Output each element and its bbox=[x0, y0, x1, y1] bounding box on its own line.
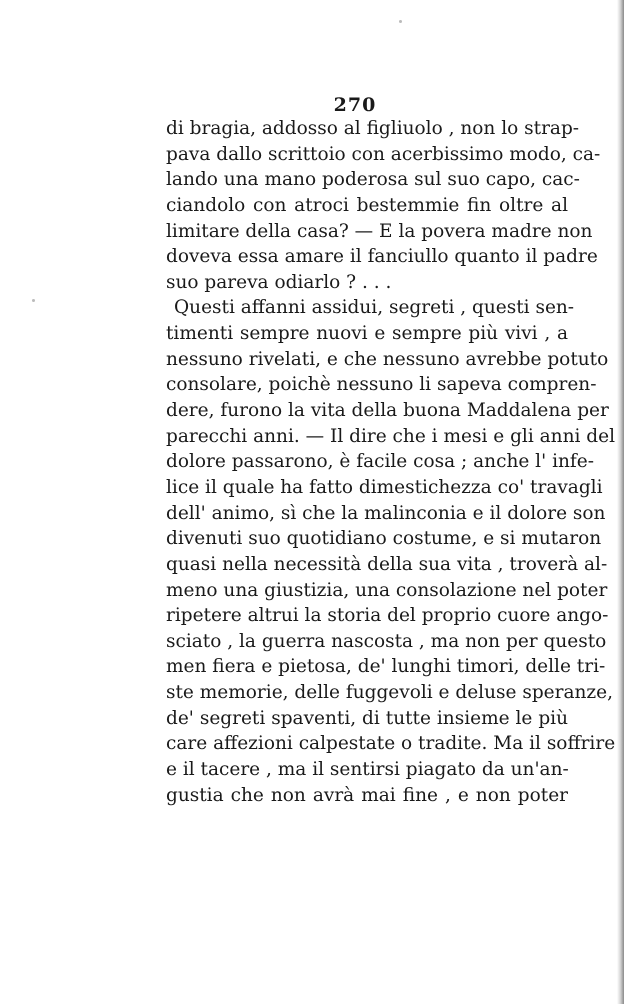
text-line: consolare, poichè nessuno li sapeva compren- bbox=[166, 374, 597, 396]
page-number: 270 bbox=[333, 94, 377, 116]
text-line: care affezioni calpestate o tradite. Ma il soffrire bbox=[166, 733, 616, 755]
text-line: dere, furono la vita della buona Maddalena per bbox=[166, 400, 609, 422]
text-line: pava dallo scrittoio con acerbissimo modo, ca- bbox=[166, 143, 601, 165]
page-edge-shadow bbox=[617, 0, 624, 1004]
text-line: de' segreti spaventi, di tutte insieme le più bbox=[166, 707, 568, 729]
text-line: meno una giustizia, una consolazione nel poter bbox=[166, 579, 608, 601]
text-line: quasi nella necessità della sua vita , troverà al- bbox=[166, 553, 608, 575]
text-line: Questi affanni assidui, segreti , questi sen- bbox=[174, 297, 575, 319]
paper-speck bbox=[399, 20, 402, 23]
text-line: nessuno rivelati, e che nessuno avrebbe potuto bbox=[166, 348, 609, 370]
text-line: e il tacere , ma il sentirsi piagato da un'an- bbox=[166, 759, 569, 781]
text-line: suo pareva odiarlo ? . . . bbox=[166, 271, 392, 293]
text-line: timenti sempre nuovi e sempre più vivi , a bbox=[166, 323, 568, 345]
text-line: gustia che non avrà mai fine , e non poter bbox=[166, 784, 568, 806]
text-line: divenuti suo quotidiano costume, e si mutaron bbox=[166, 528, 602, 550]
text-line: limitare della casa? — E la povera madre non bbox=[166, 220, 593, 242]
text-line: ciandolo con atroci bestemmie fin oltre al bbox=[166, 194, 568, 216]
body-text bbox=[166, 116, 616, 808]
paper-speck bbox=[32, 299, 35, 302]
text-line: men fiera e pietosa, de' lunghi timori, delle tri- bbox=[166, 656, 606, 678]
text-line: parecchi anni. — Il dire che i mesi e gli anni del bbox=[166, 425, 615, 447]
text-line: doveva essa amare il fanciullo quanto il padre bbox=[166, 246, 598, 268]
text-line: ste memorie, delle fuggevoli e deluse speranze, bbox=[166, 682, 613, 704]
text-line: dell' animo, sì che la malinconia e il dolore son bbox=[166, 502, 606, 524]
text-line: di bragia, addosso al figliuolo , non lo strap- bbox=[166, 118, 580, 139]
text-line: lice il quale ha fatto dimestichezza co' travagli bbox=[166, 476, 603, 498]
text-line: sciato , la guerra nascosta , ma non per questo bbox=[166, 630, 607, 652]
text-line: dolore passarono, è facile cosa ; anche l' infe- bbox=[166, 451, 594, 473]
text-line: lando una mano poderosa sul suo capo, cac- bbox=[166, 169, 580, 191]
text-line: ripetere altrui la storia del proprio cuore ango- bbox=[166, 605, 609, 627]
